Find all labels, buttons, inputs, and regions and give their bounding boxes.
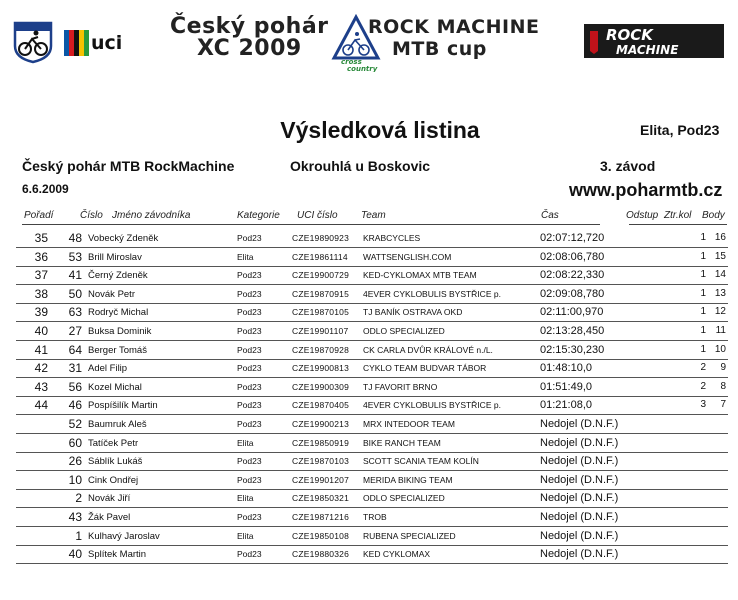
row-uci-id: CZE19861114 <box>292 251 348 262</box>
banner-rock-machine: ROCK MACHINE <box>368 16 540 38</box>
row-number: 26 <box>68 454 82 469</box>
row-points: 10 <box>714 343 726 355</box>
table-row <box>0 230 738 248</box>
row-rank: 44 <box>34 398 48 413</box>
row-number: 31 <box>68 361 82 376</box>
row-points: 9 <box>720 362 726 374</box>
rm-logo-line2: MACHINE <box>616 43 679 57</box>
table-row <box>0 360 738 378</box>
table-row <box>0 546 738 564</box>
row-uci-id: CZE19900309 <box>292 381 350 392</box>
row-category: Elita <box>237 530 254 541</box>
row-rank: 38 <box>34 286 48 301</box>
row-time: Nedojel (D.N.F.) <box>540 492 619 505</box>
row-category: Pod23 <box>237 344 262 355</box>
row-laps-down: 2 <box>700 362 706 374</box>
row-number: 64 <box>68 342 82 357</box>
row-name: Vobecký Zdeněk <box>88 233 159 244</box>
table-row <box>0 472 738 490</box>
row-laps-down: 1 <box>700 232 706 243</box>
row-category: Elita <box>237 493 254 504</box>
table-row <box>0 323 738 341</box>
col-header-name: Jméno závodníka <box>112 210 191 221</box>
row-points: 11 <box>715 325 726 336</box>
venue: Okrouhlá u Boskovic <box>290 158 431 174</box>
row-time: 02:08:06,780 <box>540 250 605 263</box>
row-team: TJ FAVORIT BRNO <box>363 381 438 392</box>
row-team: KED-CYKLOMAX MTB TEAM <box>363 270 477 281</box>
row-laps-down: 1 <box>700 325 706 336</box>
row-uci-id: CZE19870915 <box>292 288 350 299</box>
banner-xc-2009: XC 2009 <box>197 36 302 61</box>
table-row <box>0 304 738 322</box>
row-team: RUBENA SPECIALIZED <box>363 530 456 541</box>
row-team: WATTSENGLISH.COM <box>363 251 452 262</box>
row-rank: 35 <box>34 231 48 245</box>
table-row <box>0 379 738 397</box>
row-uci-id: CZE19900729 <box>292 270 350 281</box>
table-row <box>0 453 738 471</box>
row-laps-down: 1 <box>700 343 706 355</box>
row-team: KRABCYCLES <box>363 233 421 243</box>
row-team: 4EVER CYKLOBULIS BYSTŘICE p. <box>363 400 501 411</box>
rm-logo-line1: ROCK <box>606 26 653 44</box>
row-category: Pod23 <box>237 270 262 281</box>
row-number: 60 <box>68 435 82 450</box>
col-header-gap: Odstup <box>626 210 659 221</box>
row-rank: 39 <box>34 305 48 320</box>
row-number: 27 <box>68 324 82 338</box>
table-row <box>0 342 738 360</box>
row-rank: 41 <box>34 342 48 357</box>
col-header-points: Body <box>702 210 725 221</box>
row-laps-down: 1 <box>700 287 706 299</box>
row-uci-id: CZE19900813 <box>292 363 350 374</box>
table-row <box>0 397 738 415</box>
row-divider <box>16 563 728 564</box>
uci-logo <box>62 22 128 60</box>
row-time: Nedojel (D.N.F.) <box>540 436 619 449</box>
row-time: 02:15:30,230 <box>540 343 605 356</box>
row-time: 02:07:12,720 <box>540 232 605 244</box>
row-name: Novák Petr <box>88 288 135 300</box>
row-time: Nedojel (D.N.F.) <box>540 529 619 542</box>
row-uci-id: CZE19890923 <box>292 233 350 243</box>
row-category: Pod23 <box>237 474 262 485</box>
row-laps-down: 1 <box>700 306 706 318</box>
rock-machine-logo <box>584 24 724 58</box>
row-uci-id: CZE19850321 <box>292 493 350 504</box>
row-team: CYKLO TEAM BUDVAR TÁBOR <box>363 363 487 374</box>
row-team: TROB <box>363 512 387 522</box>
triangle-text-cross: cross <box>341 58 362 66</box>
row-uci-id: CZE19870405 <box>292 400 350 411</box>
banner-mtb-cup: MTB cup <box>392 38 487 60</box>
row-time: 02:08:22,330 <box>540 269 605 282</box>
row-team: ODLO SPECIALIZED <box>363 493 445 504</box>
row-laps-down: 2 <box>700 380 706 392</box>
row-time: 01:48:10,0 <box>540 362 592 375</box>
row-category: Pod23 <box>237 307 262 318</box>
row-category: Pod23 <box>237 549 262 560</box>
row-name: Sáblík Lukáš <box>88 456 143 468</box>
row-points: 15 <box>714 250 726 262</box>
row-name: Černý Zdeněk <box>88 270 148 282</box>
row-time: 02:09:08,780 <box>540 287 605 300</box>
row-team: MERIDA BIKING TEAM <box>363 474 453 485</box>
row-uci-id: CZE19880326 <box>292 549 350 560</box>
row-category: Pod23 <box>237 363 262 374</box>
row-category: Pod23 <box>237 419 262 429</box>
row-laps-down: 1 <box>700 269 706 281</box>
row-name: Tatíček Petr <box>88 437 139 449</box>
row-name: Buksa Dominik <box>88 326 152 337</box>
row-points: 14 <box>714 269 726 281</box>
row-number: 50 <box>68 286 82 301</box>
row-number: 40 <box>68 547 82 562</box>
table-row <box>0 416 738 434</box>
banner-cesky-pohar: Český pohár <box>170 14 329 39</box>
row-team: BIKE RANCH TEAM <box>363 437 441 448</box>
uci-logo-text: uci <box>91 32 123 54</box>
page-title: Výsledková listina <box>280 117 480 143</box>
row-category: Pod23 <box>237 512 262 522</box>
row-number: 10 <box>68 472 82 487</box>
table-row <box>0 490 738 508</box>
row-team: MRX INTEDOOR TEAM <box>363 419 455 429</box>
row-category: Elita <box>237 251 254 262</box>
row-name: Pospíšilík Martin <box>88 400 158 412</box>
col-header-uci: UCI číslo <box>297 210 338 221</box>
row-number: 41 <box>68 268 82 283</box>
row-uci-id: CZE19901207 <box>292 474 350 485</box>
row-laps-down: 1 <box>700 250 706 262</box>
row-uci-id: CZE19870928 <box>292 344 350 355</box>
row-points: 16 <box>714 232 726 243</box>
table-row <box>0 528 738 546</box>
table-row <box>0 509 738 527</box>
row-team: ODLO SPECIALIZED <box>363 326 445 336</box>
row-category: Pod23 <box>237 233 262 243</box>
table-row <box>0 249 738 267</box>
row-points: 12 <box>714 306 726 318</box>
row-uci-id: CZE19870105 <box>292 307 350 318</box>
federation-shield-logo <box>12 20 54 64</box>
row-category: Pod23 <box>237 456 262 467</box>
row-name: Novák Jiří <box>88 493 131 505</box>
row-time: 02:13:28,450 <box>540 325 605 337</box>
col-header-time: Čas <box>541 210 559 221</box>
header-divider <box>22 224 600 225</box>
row-time: Nedojel (D.N.F.) <box>540 473 619 486</box>
row-rank: 37 <box>34 268 48 283</box>
col-header-category: Kategorie <box>237 210 280 221</box>
row-points: 8 <box>720 380 726 392</box>
row-time: Nedojel (D.N.F.) <box>540 418 619 430</box>
series-name: Český pohár MTB RockMachine <box>22 158 235 174</box>
col-header-laps: Ztr.kol <box>664 210 692 221</box>
row-time: 02:11:00,970 <box>540 306 604 319</box>
header-divider-right <box>629 224 727 225</box>
row-uci-id: CZE19901107 <box>292 326 349 336</box>
col-header-number: Číslo <box>80 210 103 221</box>
row-rank: 42 <box>34 361 48 376</box>
row-name: Splítek Martin <box>88 549 147 561</box>
row-time: Nedojel (D.N.F.) <box>540 455 619 468</box>
row-name: Cink Ondřej <box>88 474 139 486</box>
row-laps-down: 3 <box>700 399 706 411</box>
row-uci-id: CZE19850108 <box>292 530 350 541</box>
row-time: 01:51:49,0 <box>540 380 592 393</box>
row-name: Adel Filip <box>88 363 128 375</box>
row-team: CK CARLA DVŮR KRÁLOVÉ n./L. <box>363 344 493 355</box>
round-label: 3. závod <box>600 158 656 174</box>
row-number: 53 <box>68 249 82 264</box>
row-category: Pod23 <box>237 288 262 299</box>
row-number: 2 <box>75 491 82 506</box>
row-name: Baumruk Aleš <box>88 419 147 430</box>
category-label: Elita, Pod23 <box>640 122 720 138</box>
row-category: Pod23 <box>237 400 262 411</box>
row-team: SCOTT SCANIA TEAM KOLÍN <box>363 456 479 467</box>
table-row <box>0 267 738 285</box>
row-number: 43 <box>68 510 82 524</box>
row-name: Berger Tomáš <box>88 344 147 356</box>
row-number: 46 <box>68 398 82 413</box>
row-name: Kozel Michal <box>88 381 142 393</box>
row-rank: 36 <box>34 249 48 264</box>
row-category: Elita <box>237 437 254 448</box>
row-number: 56 <box>68 379 82 394</box>
row-time: 01:21:08,0 <box>540 399 592 412</box>
website-url: www.poharmtb.cz <box>569 180 723 200</box>
row-rank: 40 <box>34 324 48 338</box>
row-time: Nedojel (D.N.F.) <box>540 511 619 523</box>
row-team: 4EVER CYKLOBULIS BYSTŘICE p. <box>363 288 501 299</box>
row-category: Pod23 <box>237 381 262 392</box>
row-uci-id: CZE19900213 <box>292 419 350 429</box>
row-points: 13 <box>714 287 726 299</box>
row-category: Pod23 <box>237 326 262 336</box>
row-number: 52 <box>68 417 82 431</box>
row-team: TJ BANÍK OSTRAVA OKD <box>363 307 463 318</box>
table-row <box>0 435 738 453</box>
col-header-rank: Pořadí <box>24 210 54 221</box>
race-date: 6.6.2009 <box>22 182 69 196</box>
row-rank: 43 <box>34 379 48 394</box>
row-team: KED CYKLOMAX <box>363 549 431 560</box>
table-row <box>0 286 738 304</box>
row-number: 1 <box>75 528 82 543</box>
row-uci-id: CZE19870103 <box>292 456 350 467</box>
row-uci-id: CZE19871216 <box>292 512 350 522</box>
row-number: 63 <box>68 305 82 320</box>
row-name: Brill Miroslav <box>88 251 142 263</box>
col-header-team: Team <box>361 210 386 221</box>
row-name: Rodryč Michal <box>88 307 149 319</box>
triangle-text-country: country <box>347 65 378 72</box>
row-uci-id: CZE19850919 <box>292 437 350 448</box>
row-number: 48 <box>68 231 82 245</box>
row-time: Nedojel (D.N.F.) <box>540 548 619 561</box>
row-name: Kulhavý Jaroslav <box>88 530 160 542</box>
row-name: Žák Pavel <box>88 512 131 523</box>
row-points: 7 <box>720 399 726 411</box>
